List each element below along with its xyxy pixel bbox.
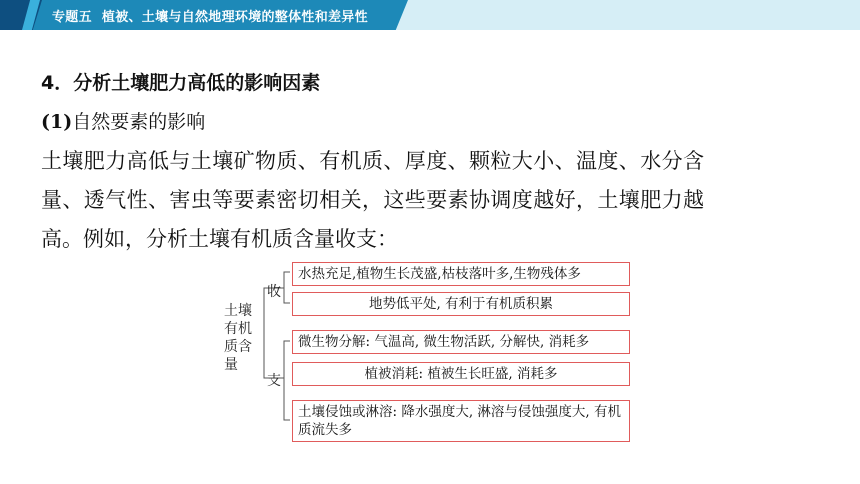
root-bracket: [264, 288, 272, 378]
income-box-1: 水热充足,植物生长茂盛,枯枝落叶多,生物残体多: [292, 262, 630, 286]
banner-title: [52, 6, 368, 25]
subheading: [41, 107, 205, 134]
subheading-text: 自然要素的影响: [72, 111, 206, 133]
paragraph-line-3: 高。例如，分析土壤有机质含量收支：: [41, 227, 398, 251]
subheading-number: (1): [41, 111, 73, 133]
expense-bracket: [284, 341, 290, 420]
diagram-root-label: [224, 302, 264, 374]
branch-income-label: 收: [267, 284, 281, 300]
root-line-1: 土壤: [224, 303, 252, 319]
income-bracket: [284, 272, 290, 303]
root-line-4: 量: [224, 357, 238, 373]
banner-title-text: 植被、土壤与自然地理环境的整体性和差异性: [101, 10, 368, 25]
header-banner: [0, 0, 860, 30]
section-heading: 4．分析土壤肥力高低的影响因素: [41, 72, 321, 94]
expense-box-1: 微生物分解: 气温高, 微生物活跃, 分解快, 消耗多: [292, 330, 630, 354]
root-line-2: 有机: [224, 321, 252, 337]
income-box-2: 地势低平处, 有利于有机质积累: [292, 292, 630, 316]
expense-box-2: 植被消耗: 植被生长旺盛, 消耗多: [292, 362, 630, 386]
root-line-3: 质含: [224, 339, 252, 355]
organic-matter-diagram: [220, 258, 640, 458]
paragraph-line-2: 量、透气性、害虫等要素密切相关，这些要素协调度越好，土壤肥力越: [41, 188, 705, 212]
branch-expense-label: 支: [267, 373, 281, 389]
expense-box-3: 土壤侵蚀或淋溶: 降水强度大, 淋溶与侵蚀强度大, 有机质流失多: [292, 400, 630, 442]
paragraph-line-1: 土壤肥力高低与土壤矿物质、有机质、厚度、颗粒大小、温度、水分含: [41, 149, 705, 173]
banner-topic: 专题五: [52, 10, 92, 25]
